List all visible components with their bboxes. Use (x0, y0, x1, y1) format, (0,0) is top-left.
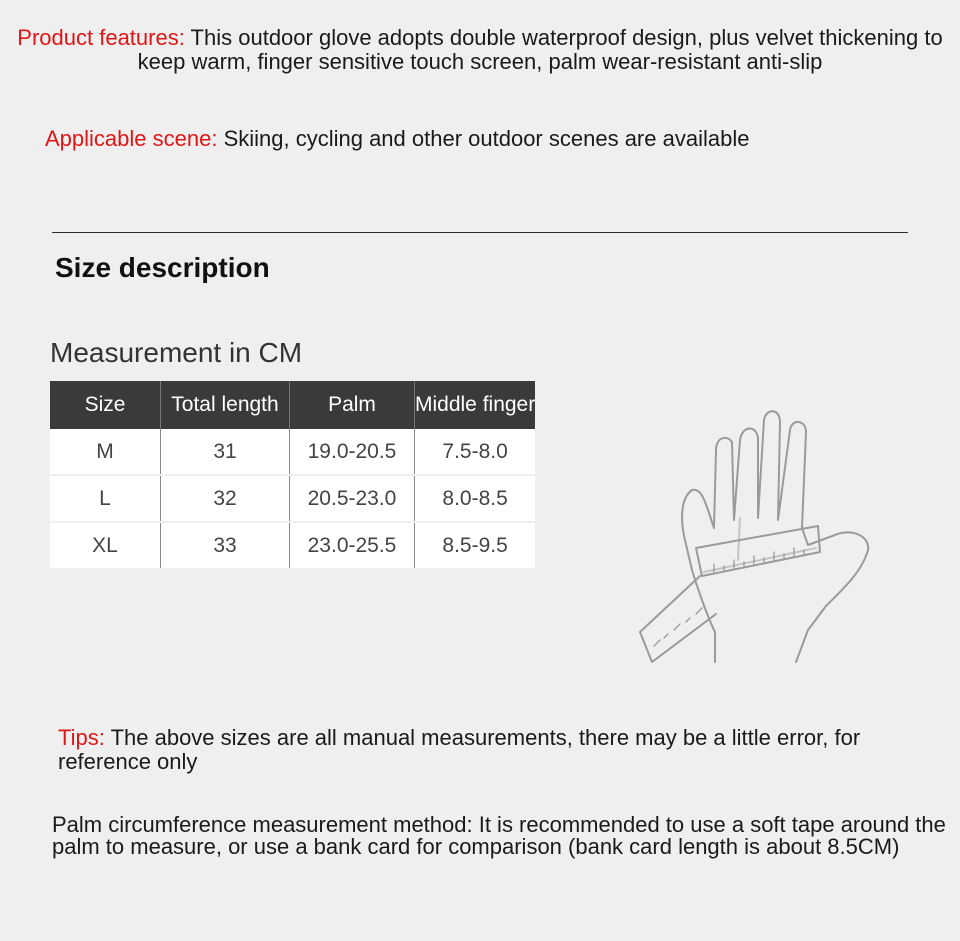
tips-text: The above sizes are all manual measurements, there may be a little error, for reference only (58, 725, 861, 774)
table-row (50, 429, 535, 475)
hand-measuring-tape-icon (630, 400, 880, 675)
header-size: Size (50, 381, 161, 429)
tips-label: Tips: (58, 725, 105, 750)
product-features-text: This outdoor glove adopts double waterproof design, plus velvet thickening to keep warm, finger sensitive touch screen, palm wear-resistant anti-slip (137, 25, 943, 74)
cell-size: L (50, 475, 161, 522)
table-row (50, 475, 535, 522)
applicable-scene-text: Skiing, cycling and other outdoor scenes are available (217, 126, 750, 151)
cell-total-length: 32 (161, 475, 290, 522)
measurement-method-note: Palm circumference measurement method: It is recommended to use a soft tape around the palm to measure, or use a bank card for comparison (bank card length is about 8.5CM) (52, 812, 946, 859)
cell-middle-finger: 8.5-9.5 (415, 522, 536, 569)
size-description-heading: Size description (55, 252, 270, 283)
product-features (0, 26, 960, 74)
cell-palm: 19.0-20.5 (290, 429, 415, 475)
size-table (50, 381, 535, 570)
applicable-scene-label: Applicable scene: (45, 126, 218, 151)
cell-middle-finger: 7.5-8.0 (415, 429, 536, 475)
header-middle-finger: Middle finger (415, 381, 536, 429)
table-row (50, 522, 535, 569)
header-palm: Palm (290, 381, 415, 429)
cell-palm: 23.0-25.5 (290, 522, 415, 569)
cell-size: XL (50, 522, 161, 569)
cell-size: M (50, 429, 161, 475)
cell-middle-finger: 8.0-8.5 (415, 475, 536, 522)
cell-palm: 20.5-23.0 (290, 475, 415, 522)
product-features-label: Product features: (17, 25, 185, 50)
cell-total-length: 31 (161, 429, 290, 475)
tips-note (58, 726, 928, 774)
header-total-length: Total length (161, 381, 290, 429)
section-divider (52, 232, 908, 233)
applicable-scene (45, 127, 749, 151)
size-table-header-row (50, 381, 535, 429)
measurement-unit-heading: Measurement in CM (50, 337, 303, 368)
cell-total-length: 33 (161, 522, 290, 569)
